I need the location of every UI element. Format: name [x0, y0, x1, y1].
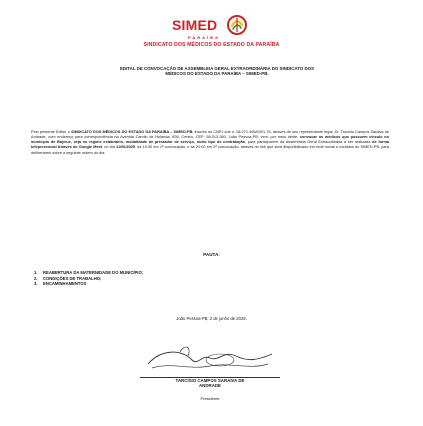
body-text-4: convocar os médicos que possuem vínculo no município de Bayeux, seja no regime estatutário, modalidade de prestador de serviço, outro tipo de contratação: [31, 135, 390, 145]
body-text-8: 11/06/2025: [116, 145, 136, 150]
body-text-2: SINDICATO DOS MÉDICOS DO ESTADO DA PARAÍBA – SIMED-PB: [71, 130, 193, 134]
signer-role: Presidente: [200, 396, 220, 401]
agenda-item: 2. CONDIÇÕES DE TRABALHO;: [34, 275, 102, 281]
edital-body-paragraph: [31, 130, 389, 156]
body-text-1: Pelo presente Edital, o: [31, 130, 72, 134]
body-text-6: de forma telepresencial Através do Google Meet: [31, 140, 389, 150]
simed-logo: [172, 16, 262, 42]
edital-title: [72, 66, 362, 77]
signer-name: [140, 377, 280, 388]
agenda-item: 3. ENCAMINHAMENTOS: [34, 281, 87, 287]
signer-name-line2: ANDRADE: [199, 383, 221, 389]
body-text-3: , inscrito no CNPJ sob n. 08.271.405/0001-76, através de seu representante legal, Dr. Tarcísio Campos Saraiva de Andrade, com endereço para correspondência na Avenida Camilo de Holanda, 826, Centro, CEP: 58.013-360, João Pessoa-PB, vem, por meio deste,: [31, 130, 389, 140]
logo-text: SIMED: [172, 17, 218, 33]
caduceus-icon: [226, 14, 248, 36]
date-line: João Pessoa-PB, 2 de junho de 2025.: [176, 316, 247, 321]
handwritten-signature: [140, 340, 280, 378]
body-text-5: , para participarem da Assembleia Geral Extraordinária a ser realizada: [244, 140, 373, 145]
body-text-9: , às 19:30 em 1ª convocação, e às 20:00 em 2ª convocação, através do link que será disponibilizado em rede social e contatos do SIMED-PB, para deliberarem sobre a seguinte ordem do dia:: [31, 145, 389, 155]
organization-name: SINDICATO DOS MÉDICOS DO ESTADO DA PARAÍBA: [143, 42, 280, 48]
pauta-title: PAUTA:: [203, 252, 220, 257]
signer-name-line1: TARCÍSIO CAMPOS SARAIVA DE: [175, 378, 245, 383]
agenda-item: 1. REABERTURA DA MATERNIDADE DO MUNICÍPIO;: [34, 270, 144, 275]
edital-title-line2: MÉDICOS DO ESTADO DA PARAÍBA – SIMED-PB.: [165, 71, 269, 77]
logo-subtitle: PARAÍBA: [188, 35, 220, 40]
edital-title-line1: EDITAL DE CONVOCAÇÃO DE ASSEMBLEIA GERAL EXTRAORDINÁRIA DO SINDICATO DOS: [119, 66, 314, 71]
body-text-7: , no dia: [102, 145, 117, 150]
agenda-list: [34, 270, 143, 287]
